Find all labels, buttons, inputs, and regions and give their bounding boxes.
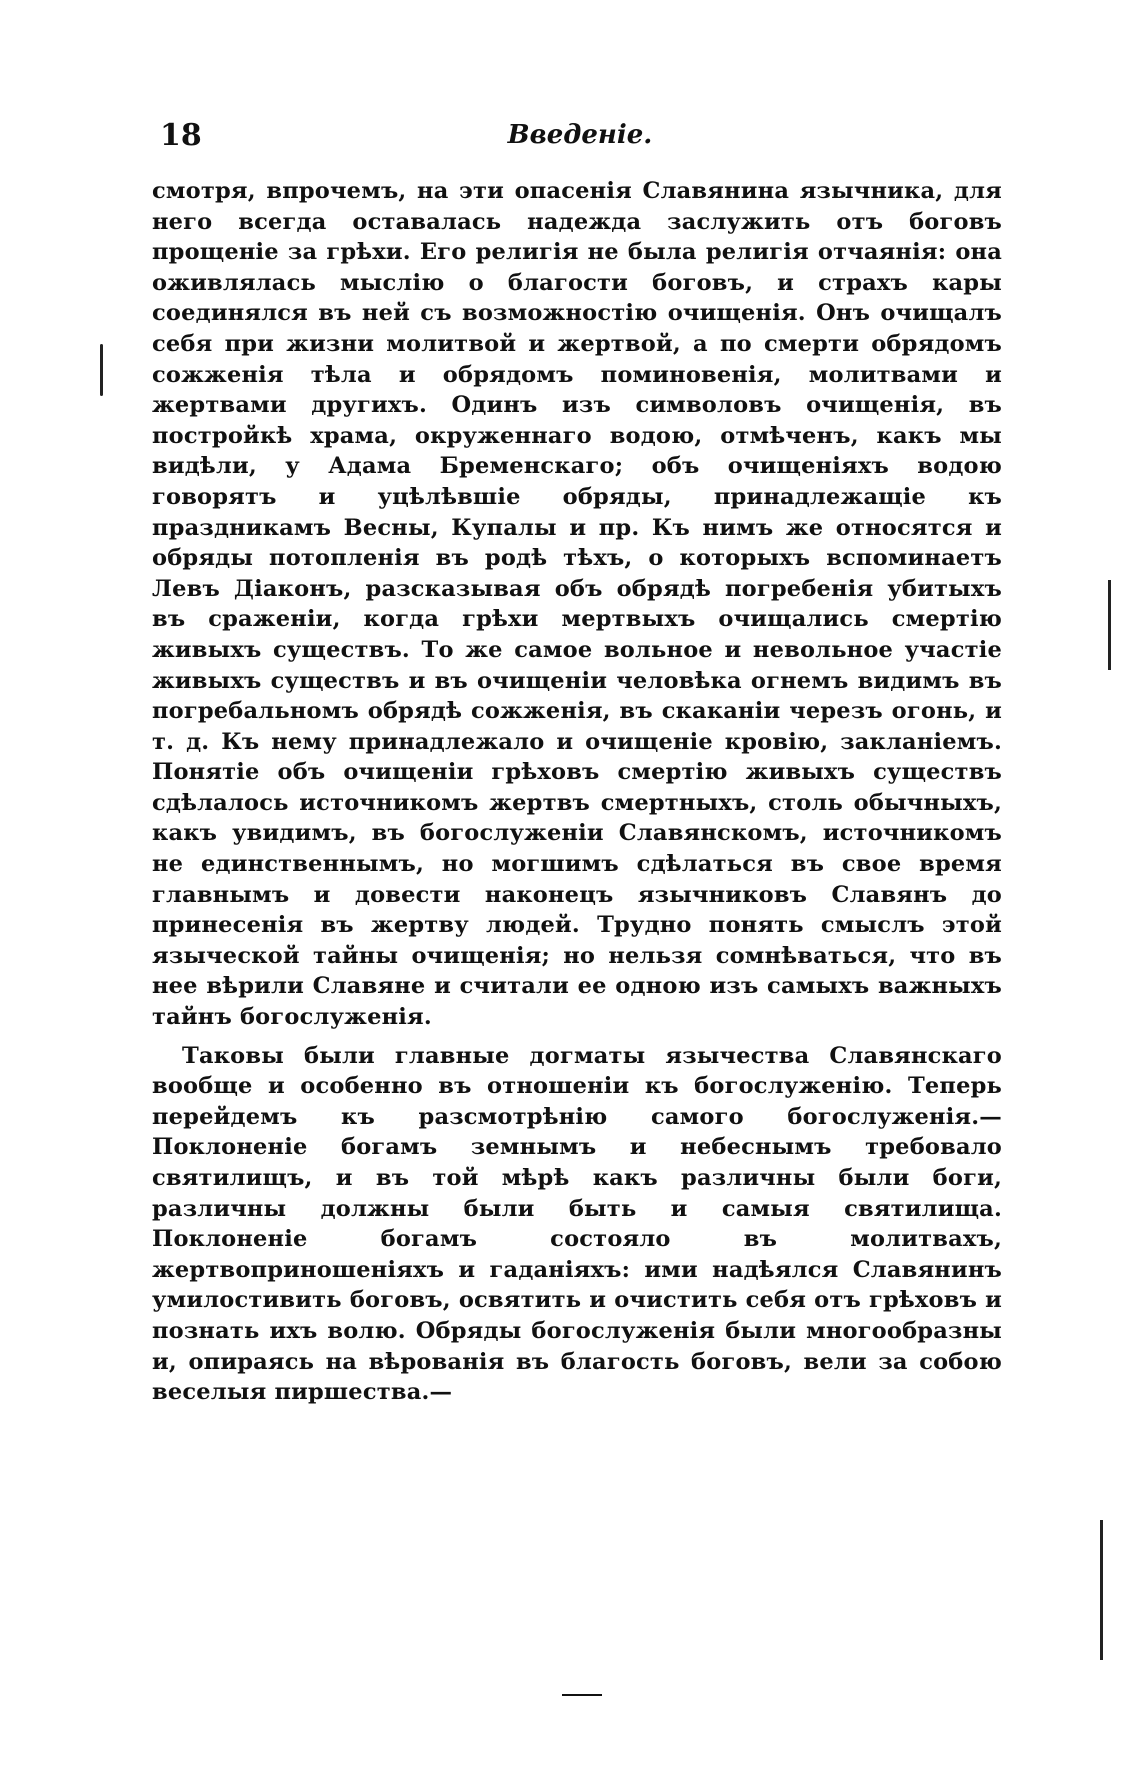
page-header: [160, 118, 1000, 158]
paragraph-1: смотря, впрочемъ, на эти опасенія Славянина язычника, для него всегда оставалась надежда заслужить отъ боговъ прощеніе за грѣхи. Его религія не была религія отчаянія: она оживлялась мыслію о благости боговъ, и страхъ кары соединялся въ ней съ возможностію очищенія. Онъ очищалъ себя при жизни молитвой и жертвой, а по смерти обрядомъ сожженія тѣла и обрядомъ поминовенія, молитвами и жертвами другихъ. Одинъ изъ символовъ очищенія, въ постройкѣ храма, окруженнаго водою, отмѣченъ, какъ мы видѣли, у Адама Бременскаго; объ очищеніяхъ водою говорятъ и уцѣлѣвшіе обряды, принадлежащіе къ праздникамъ Весны, Купалы и пр. Къ нимъ же относятся и обряды потопленія въ родѣ тѣхъ, о которыхъ вспоминаетъ Левъ Діаконъ, разсказывая объ обрядѣ погребенія убитыхъ въ сраженіи, когда грѣхи мертвыхъ очищались смертію живыхъ существъ. То же самое вольное и невольное участіе живыхъ существъ и въ очищеніи человѣка огнемъ видимъ въ погребальномъ обрядѣ сожженія, въ скаканіи черезъ огонь, и т. д. Къ нему принадлежало и очищеніе кровію, закланіемъ. Понятіе объ очищеніи грѣховъ смертію живыхъ существъ сдѣлалось источникомъ жертвъ смертныхъ, столь обычныхъ, какъ увидимъ, въ богослуженіи Славянскомъ, источникомъ не единственнымъ, но могшимъ сдѣлаться въ свое время главнымъ и довести наконецъ язычниковъ Славянъ до принесенія въ жертву людей. Трудно понять смыслъ этой языческой тайны очищенія; но нельзя сомнѣваться, что въ нее вѣрили Славяне и считали ее одною изъ самыхъ важныхъ тайнъ богослуженія.: [152, 178, 1002, 1031]
body-text: [152, 176, 1002, 1416]
footer-rule: [562, 1694, 602, 1696]
scan-mark-right-bottom: [1100, 1520, 1103, 1660]
paragraph-2: Таковы были главные догматы язычества Славянскаго вообще и особенно въ отношеніи къ богослуженію. Теперь перейдемъ къ разсмотрѣнію самого богослуженія.—Поклоненіе богамъ земнымъ и небеснымъ требовало святилищъ, и въ той мѣрѣ какъ различны были боги, различны должны были быть и самыя святилища. Поклоненіе богамъ состояло въ молитвахъ, жертвоприношеніяхъ и гаданіяхъ: ими надѣялся Славянинъ умилостивить боговъ, освятить и очистить себя отъ грѣховъ и познать ихъ волю. Обряды богослуженія были многообразны и, опираясь на вѣрованія въ благость боговъ, вели за собою веселыя пиршества.—: [152, 1042, 1002, 1406]
scan-mark-left: [100, 344, 103, 396]
scan-mark-right: [1108, 580, 1111, 670]
page-number: 18: [160, 118, 202, 153]
running-title: Введеніе.: [507, 120, 653, 150]
